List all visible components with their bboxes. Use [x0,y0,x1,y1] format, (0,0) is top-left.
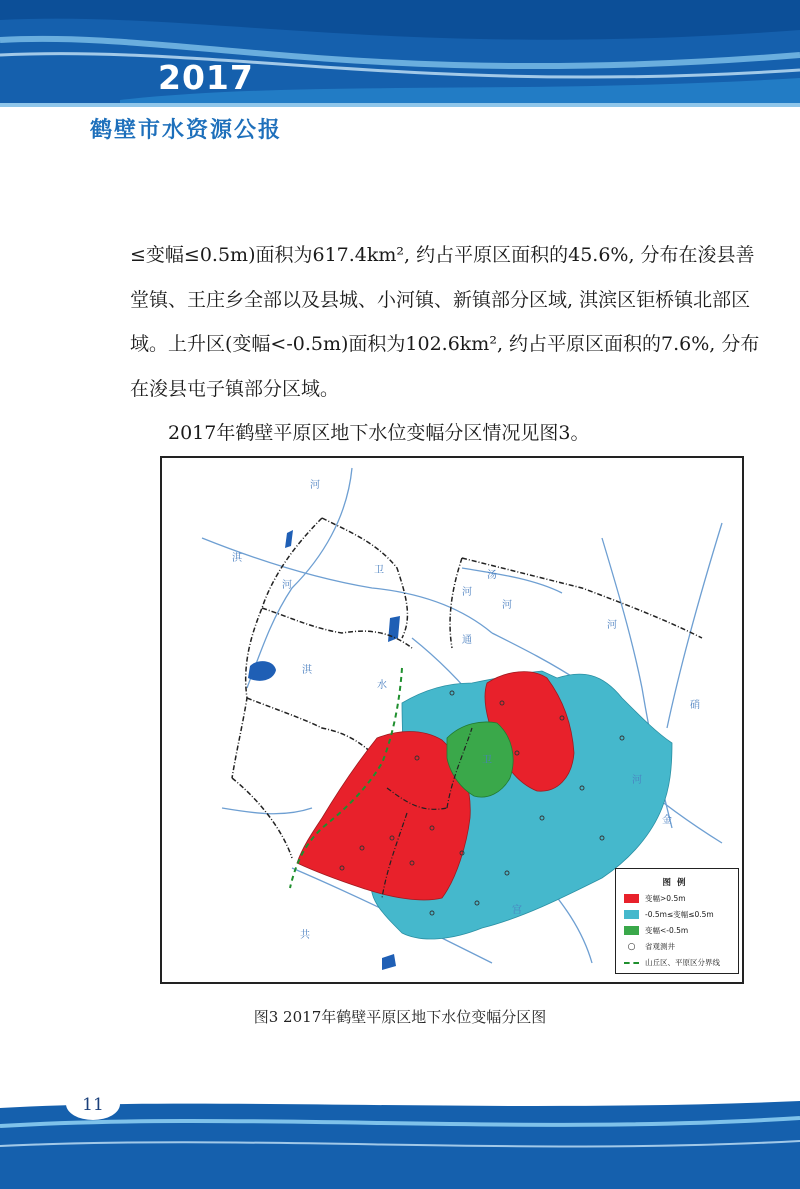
river-label: 卫 [374,565,384,576]
well-icon: ○ [627,941,636,952]
legend-label: 山丘区、平原区分界线 [645,958,720,967]
map-legend [615,868,739,974]
river-label: 硝 [690,700,700,711]
river-label: 河 [632,775,642,786]
page-number: 11 [82,1095,104,1115]
legend-item-rise [624,925,738,936]
legend-label: 变幅>0.5m [645,894,686,903]
river-label: 卫 [482,755,492,766]
legend-label: -0.5m≤变幅≤0.5m [645,910,714,919]
river-label: 共 [300,930,310,941]
footer-band [0,1096,800,1189]
river-label: 汤 [487,570,497,581]
river-label: 河 [607,620,617,631]
report-title: 鹤壁市水资源公报 [90,118,283,143]
boundary-line-icon [624,962,639,964]
paragraph-2: 2017年鹤壁平原区地下水位变幅分区情况见图3。 [168,422,590,444]
river-label: 河 [282,580,292,591]
river-label: 宫 [512,905,522,916]
river-label: 金 [662,815,672,826]
river-label: 河 [502,600,512,611]
legend-swatch-green [624,926,639,935]
river-label: 水 [377,680,387,691]
legend-label: 变幅<-0.5m [645,926,689,935]
river-label: 淇 [232,553,242,564]
river-label: 通 [462,635,472,646]
header-band [0,0,800,110]
water-level-change-map [160,456,744,984]
body-text [130,233,770,456]
river-label: 淇 [302,665,312,676]
legend-item-boundary [624,957,738,968]
paragraph-1: ≤变幅≤0.5m)面积为617.4km², 约占平原区面积的45.6%, 分布在浚县善堂镇、王庄乡全部以及县城、小河镇、新镇部分区域, 淇滨区钜桥镇北部区域。上升区(变幅<-0.5m)面积为102.6km², 约占平原区面积的7.6%, 分布在浚县屯子镇部分区域。 [130,244,760,400]
report-year: 2017 [158,58,254,97]
legend-item-stable [624,909,738,920]
legend-item-decline [624,893,738,904]
legend-swatch-red [624,894,639,903]
legend-swatch-blue [624,910,639,919]
river-label: 河 [310,480,320,491]
figure-caption: 图3 2017年鹤壁平原区地下水位变幅分区图 [253,1008,547,1026]
legend-item-well [624,941,738,952]
legend-label: 省观测井 [645,942,675,951]
river-label: 河 [462,587,472,598]
legend-title: 图例 [662,878,692,888]
